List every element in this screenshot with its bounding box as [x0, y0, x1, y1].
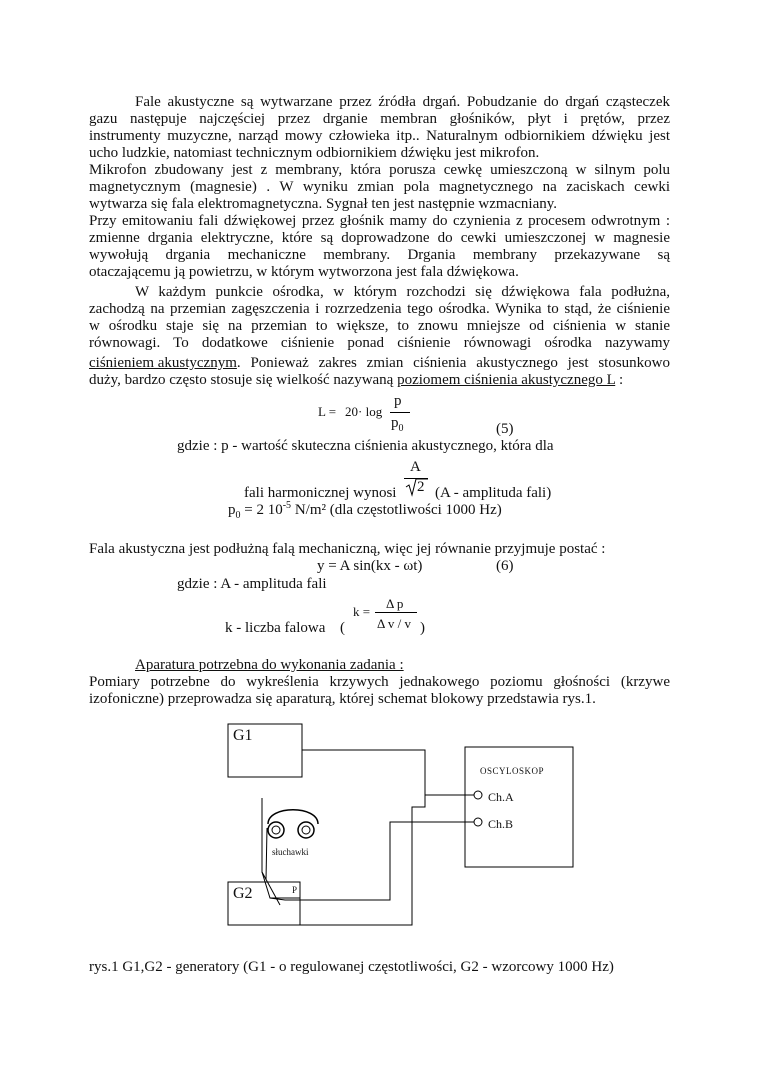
paragraph-1-line-1: Fale akustyczne są wytwarzane przez źródła drgań. Pobudzanie do drgań cząsteczek [135, 94, 670, 110]
g1-label: G1 [233, 727, 253, 744]
g2-label: G2 [233, 885, 253, 902]
where-2: gdzie : A - amplituda fali [177, 576, 327, 592]
paragraph-2-line-3: wytwarza się fala elektromagnetyczna. Sygnał ten jest następnie wzmacniany. [89, 196, 558, 212]
p0-definition [228, 502, 502, 519]
formula-6-number: (6) [496, 558, 514, 574]
formula-5-den-sub: 0 [398, 423, 404, 434]
apparatus-line-2: izofoniczne) przeprowadza się aparaturą, której schemat blokowy przedstawia rys.1. [89, 691, 596, 707]
formula-5-fraction-bar [390, 412, 410, 413]
formula-5-lhs: L = [318, 404, 337, 419]
figure-caption: rys.1 G1,G2 - generatory (G1 - o regulowanej częstotliwości, G2 - wzorcowy 1000 Hz) [89, 959, 614, 975]
headphone-left [268, 822, 284, 838]
headphone-right [298, 822, 314, 838]
term-pressure-level: poziomem ciśnienia akustycznego L [397, 372, 616, 388]
paragraph-4-line-4: równowagi. To dodatkowe ciśnienie ponad ciśnienie równowagi ośrodka nazywamy [89, 335, 670, 351]
paragraph-2-line-2: magnetycznym (magnesie) . W wyniku zmian pola magnetycznego na zaciskach cewki [89, 179, 670, 195]
p0-exponent: -5 [282, 500, 292, 511]
p0-value: = 2 10 [240, 502, 283, 518]
formula-5-den-symbol: p [391, 415, 399, 431]
k-close-paren: ) [420, 620, 425, 636]
wire-g2-chb [300, 822, 474, 900]
p0-symbol: p [228, 502, 236, 518]
channel-a-label: Ch.A [488, 790, 514, 804]
ch-b-socket [474, 818, 482, 826]
formula-5-numerator: p [394, 393, 402, 409]
term-acoustic-pressure: ciśnieniem akustycznym [89, 355, 237, 371]
amplitude-pre: fali harmonicznej wynosi [244, 485, 397, 501]
paragraph-4-line-5 [89, 355, 670, 372]
amplitude-post: (A - amplituda fali) [435, 485, 552, 501]
k-numerator: Δ p [386, 596, 404, 611]
ch-a-socket [474, 791, 482, 799]
formula-6: y = A sin(kx - ωt) [317, 558, 423, 574]
channel-b-label: Ch.B [488, 817, 514, 831]
paragraph-1-line-4: ucho ludzkie, natomiast technicznym odbiornikiem dźwięku jest mikrofon. [89, 145, 540, 161]
paragraph-5: Fala akustyczna jest podłużną falą mechaniczną, więc jej równanie przyjmuje postać : [89, 541, 606, 557]
amplitude-sqrt-arg: 2 [417, 479, 425, 495]
where-1: gdzie : p - wartość skuteczna ciśnienia akustycznego, która dla [177, 438, 554, 454]
formula-5-coef: 20· log [345, 404, 383, 419]
k-denominator: Δ v / v [377, 616, 412, 631]
headphones-band [268, 810, 318, 824]
paragraph-4-line-3: w ośrodku staje się na przemian to większe, to znowu mniejsze od ciśnienia w stanie [89, 318, 670, 334]
paragraph-4-line-5-rest: . Ponieważ zakres zmian ciśnienia akustycznego jest stosunkowo [236, 355, 670, 371]
paragraph-3-line-2: zmienne drgania elektryczne, które są doprowadzone do cewki umieszczonej w magnesie [89, 230, 670, 246]
apparatus-line-1: Pomiary potrzebne do wykreślenia krzywych jednakowego poziomu głośności (krzywe [89, 674, 670, 690]
paragraph-1-line-2: gazu następuje najczęściej przez drganie membran głośników, płyt i prętów, przez [89, 111, 670, 127]
paragraph-3-line-3: wywołują drgania mechaniczne membrany. Drgania membrany przekazywane są [89, 247, 670, 263]
paragraph-2-line-1: Mikrofon zbudowany jest z membrany, która porusza cewkę umieszczoną w silnym polu [89, 162, 670, 178]
k-label: k - liczba falowa [225, 620, 326, 636]
formula-5-number: (5) [496, 421, 514, 437]
wire-g1-cha [302, 750, 474, 795]
paragraph-4-line-1: W każdym punkcie ośrodka, w którym rozchodzi się dźwiękowa fala podłużna, [135, 284, 670, 300]
k-lhs: k = [353, 604, 371, 619]
k-open-paren: ( [340, 620, 345, 636]
amplitude-numerator: A [410, 459, 421, 475]
formula-5-denominator [391, 415, 404, 432]
switch-label: P [292, 885, 298, 895]
wire-g2-loop [300, 795, 425, 925]
headphones-label: słuchawki [272, 847, 309, 857]
apparatus-heading: Aparatura potrzebna do wykonania zadania : [135, 657, 404, 673]
paragraph-1-line-3: instrumenty muzyczne, narząd mowy człowieka itp.. Naturalnym odbiornikiem dźwięku jest [89, 128, 670, 144]
paragraph-4-line-6-post: : [615, 372, 624, 388]
paragraph-4-line-6 [89, 372, 623, 389]
paragraph-4-line-2: zachodzą na przemian zagęszczenia i rozrzedzenia tego ośrodka. Wynika to stąd, że ciśnienie [89, 301, 670, 317]
paragraph-3-line-4: otaczającemu ją powietrzu, w którym wytworzona jest fala dźwiękowa. [89, 264, 519, 280]
switch-lever [262, 872, 280, 905]
paragraph-3-line-1: Przy emitowaniu fali dźwiękowej przez głośnik mamy do czynienia z procesem odwrotnym : [89, 213, 670, 229]
k-fraction-bar [375, 612, 417, 613]
paragraph-4-line-6-pre: duży, bardzo często stosuje się wielkość nazywaną [89, 372, 398, 388]
p0-sub: 0 [235, 510, 241, 521]
p0-unit: N/m² (dla częstotliwości 1000 Hz) [291, 502, 502, 518]
oscilloscope-label: OSCYLOSKOP [480, 766, 545, 776]
